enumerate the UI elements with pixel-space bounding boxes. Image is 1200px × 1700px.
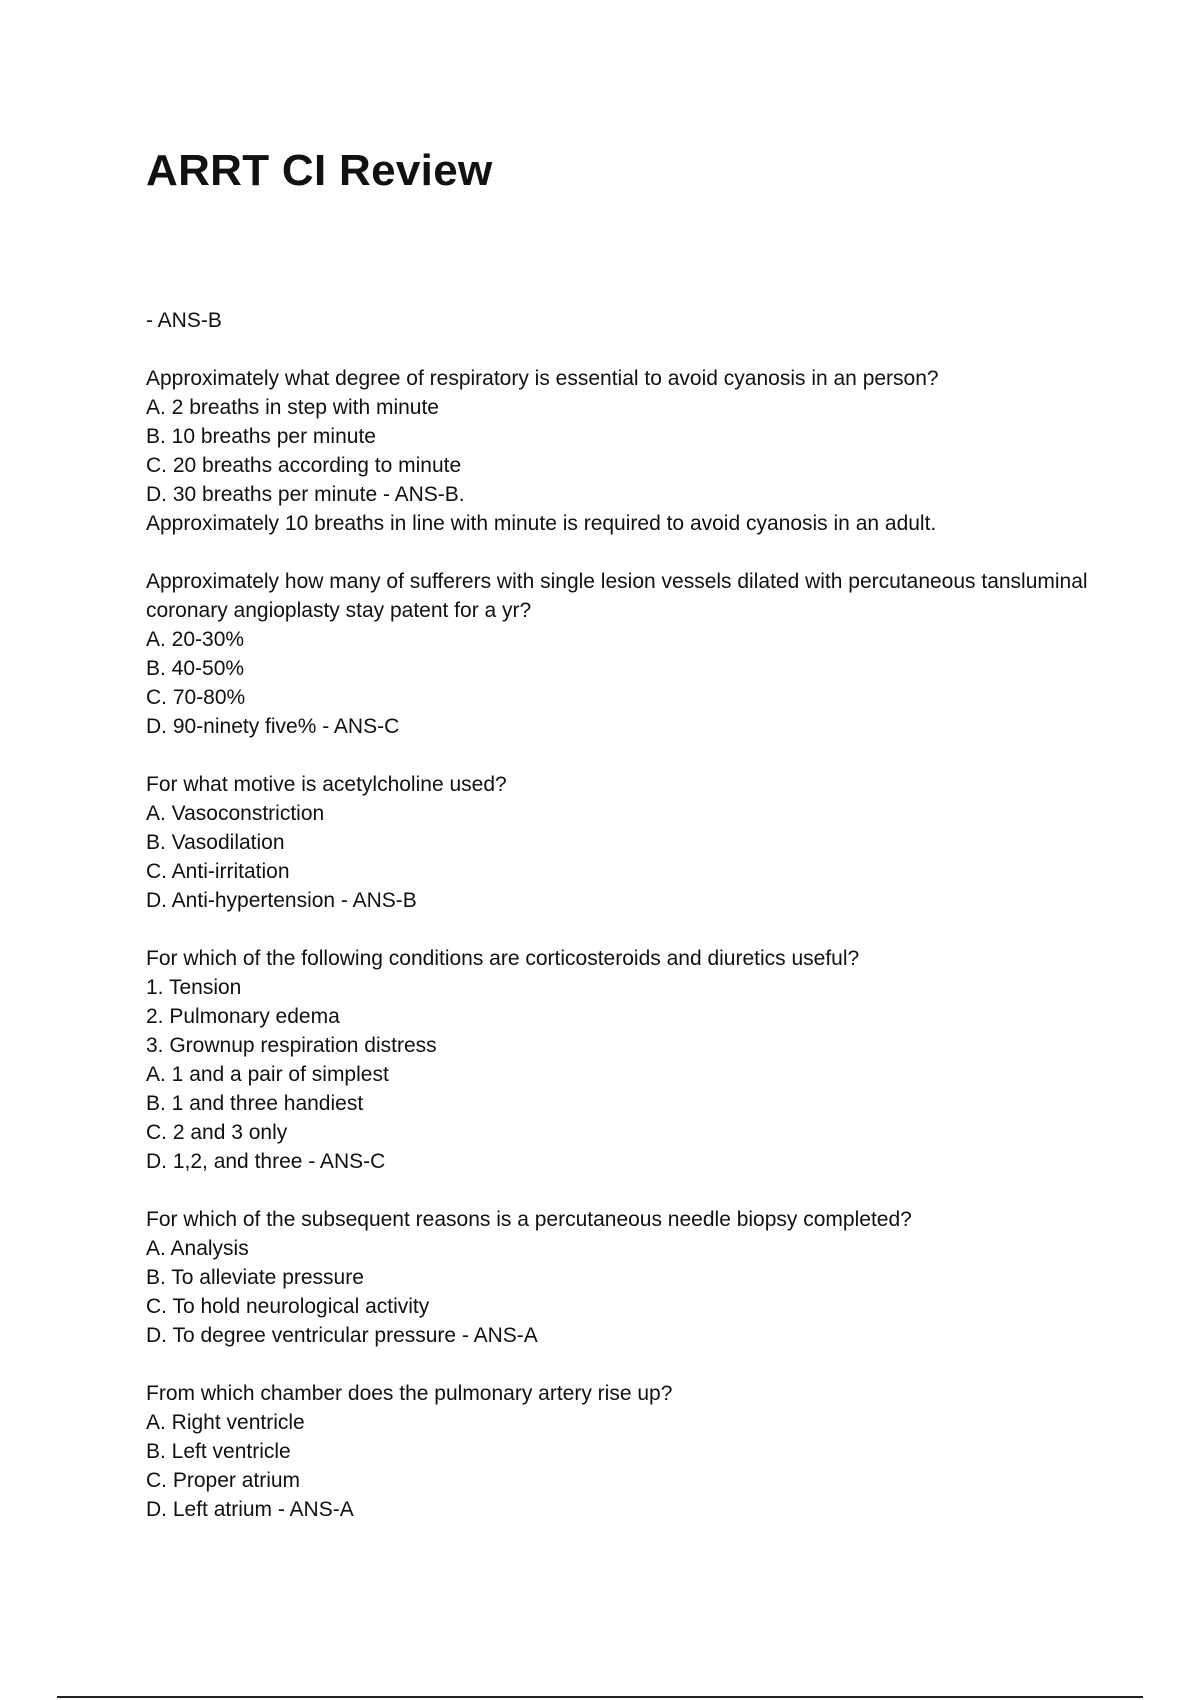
question-text: For what motive is acetylcholine used? — [146, 773, 507, 796]
condition-item: 2. Pulmonary edema — [146, 1005, 340, 1028]
document-body — [146, 306, 1106, 1553]
answer-option: C. 20 breaths according to minute — [146, 454, 462, 477]
answer-option: A. 2 breaths in step with minute — [146, 396, 439, 419]
question-block-3 — [146, 770, 1106, 915]
question-block-4 — [146, 944, 1106, 1176]
answer-option: A. Right ventricle — [146, 1411, 305, 1434]
answer-option: B. To alleviate pressure — [146, 1266, 364, 1289]
answer-option: D. 1,2, and three - ANS-C — [146, 1150, 386, 1173]
answer-option: B. Vasodilation — [146, 831, 285, 854]
answer-option: C. 70-80% — [146, 686, 246, 709]
lead-answer-block — [146, 306, 1106, 335]
answer-option: A. 1 and a pair of simplest — [146, 1063, 389, 1086]
condition-item: 1. Tension — [146, 976, 242, 999]
answer-option: D. Left atrium - ANS-A — [146, 1498, 354, 1521]
question-text: For which of the following conditions are corticosteroids and diuretics useful? — [146, 947, 860, 970]
answer-option: B. 1 and three handiest — [146, 1092, 364, 1115]
answer-option: B. 10 breaths per minute — [146, 425, 376, 448]
answer-option: D. 30 breaths per minute - ANS-B. — [146, 483, 465, 506]
answer-option: C. 2 and 3 only — [146, 1121, 288, 1144]
question-block-5 — [146, 1205, 1106, 1350]
question-text: From which chamber does the pulmonary artery rise up? — [146, 1382, 673, 1405]
question-text: For which of the subsequent reasons is a percutaneous needle biopsy completed? — [146, 1208, 912, 1231]
answer-option: D. Anti-hypertension - ANS-B — [146, 889, 417, 912]
question-text: Approximately what degree of respiratory is essential to avoid cyanosis in an person? — [146, 367, 939, 390]
lead-answer: - ANS-B — [146, 309, 222, 332]
answer-option: A. Analysis — [146, 1237, 249, 1260]
answer-option: C. To hold neurological activity — [146, 1295, 430, 1318]
condition-item: 3. Grownup respiration distress — [146, 1034, 437, 1057]
answer-option: D. To degree ventricular pressure - ANS-A — [146, 1324, 538, 1347]
document-title: ARRT CI Review — [146, 146, 493, 195]
answer-option: B. Left ventricle — [146, 1440, 291, 1463]
answer-option: C. Anti-irritation — [146, 860, 290, 883]
answer-option: B. 40-50% — [146, 657, 245, 680]
answer-explanation: Approximately 10 breaths in line with minute is required to avoid cyanosis in an adult. — [146, 512, 937, 535]
question-block-2 — [146, 567, 1106, 741]
answer-option: D. 90-ninety five% - ANS-C — [146, 715, 400, 738]
answer-option: C. Proper atrium — [146, 1469, 301, 1492]
page-bottom-divider — [57, 1696, 1143, 1698]
question-block-6 — [146, 1379, 1106, 1524]
answer-option: A. Vasoconstriction — [146, 802, 325, 825]
answer-option: A. 20-30% — [146, 628, 245, 651]
question-block-1 — [146, 364, 1106, 538]
question-text: Approximately how many of sufferers with single lesion vessels dilated with percutaneous tansluminal coronary angioplasty stay patent for a yr? — [146, 570, 1088, 622]
